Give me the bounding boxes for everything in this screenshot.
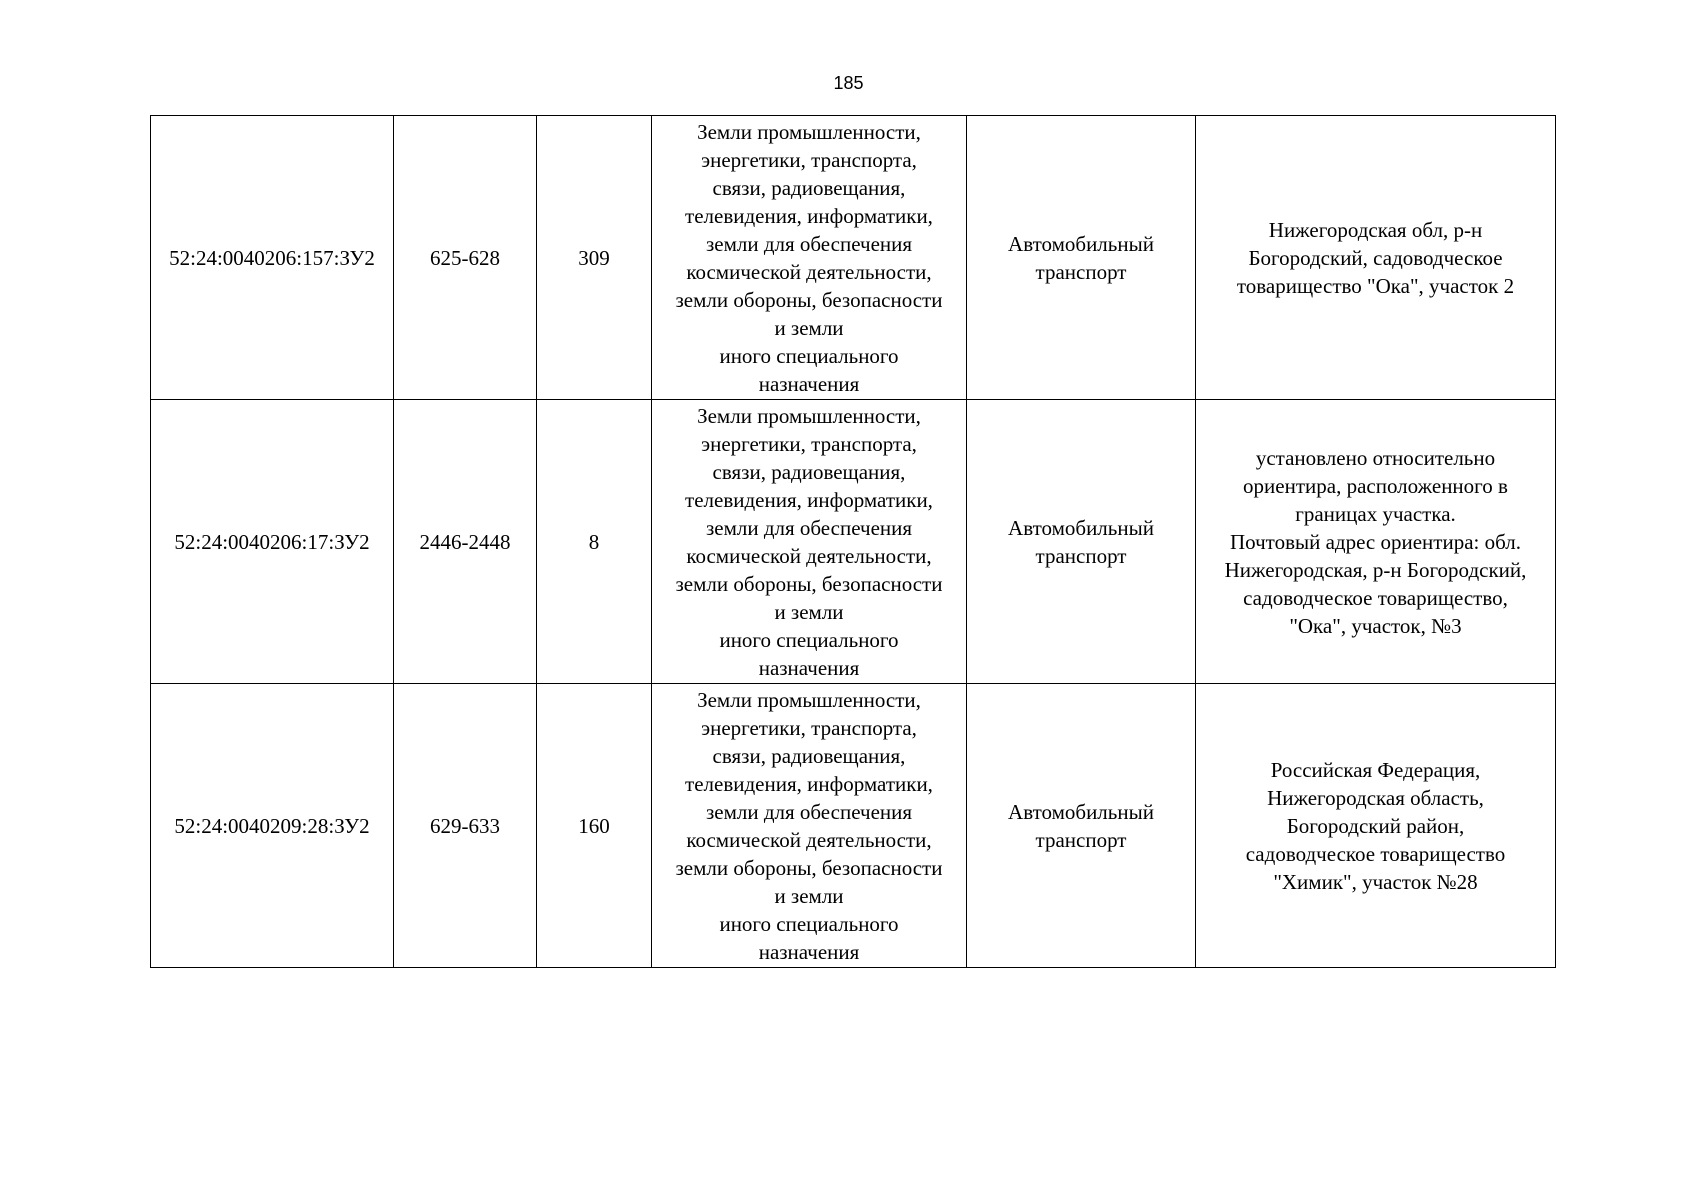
address-cell: Нижегородская обл, р-н Богородский, садоводческое товарищество "Ока", участок 2	[1196, 116, 1556, 400]
page-number: 185	[833, 73, 864, 93]
permitted-use-cell: Автомобильный транспорт	[967, 116, 1196, 400]
permitted-use-cell: Автомобильный транспорт	[967, 684, 1196, 968]
address-cell: установлено относительно ориентира, расположенного в границах участка. Почтовый адрес ориентира: обл. Нижегородская, р-н Богородский, садоводческое товарищество, "Ока", участок, №3	[1196, 400, 1556, 684]
table-row	[151, 116, 1556, 400]
area-cell: 8	[537, 400, 652, 684]
cadastral-number-cell: 52:24:0040206:17:ЗУ2	[151, 400, 394, 684]
boundary-points-cell: 629-633	[394, 684, 537, 968]
boundary-points-cell: 625-628	[394, 116, 537, 400]
permitted-use-cell: Автомобильный транспорт	[967, 400, 1196, 684]
table-row	[151, 400, 1556, 684]
land-category-cell: Земли промышленности, энергетики, транспорта, связи, радиовещания, телевидения, информатики, земли для обеспечения космической деятельности, земли обороны, безопасности и земли иного специального назначения	[652, 684, 967, 968]
table-row	[151, 684, 1556, 968]
cadastral-number-cell: 52:24:0040209:28:ЗУ2	[151, 684, 394, 968]
land-category-cell: Земли промышленности, энергетики, транспорта, связи, радиовещания, телевидения, информатики, земли для обеспечения космической деятельности, земли обороны, безопасности и земли иного специального назначения	[652, 116, 967, 400]
boundary-points-cell: 2446-2448	[394, 400, 537, 684]
land-plots-table	[150, 115, 1556, 968]
area-cell: 309	[537, 116, 652, 400]
address-cell: Российская Федерация, Нижегородская область, Богородский район, садоводческое товарищество "Химик", участок №28	[1196, 684, 1556, 968]
cadastral-number-cell: 52:24:0040206:157:ЗУ2	[151, 116, 394, 400]
area-cell: 160	[537, 684, 652, 968]
land-category-cell: Земли промышленности, энергетики, транспорта, связи, радиовещания, телевидения, информатики, земли для обеспечения космической деятельности, земли обороны, безопасности и земли иного специального назначения	[652, 400, 967, 684]
